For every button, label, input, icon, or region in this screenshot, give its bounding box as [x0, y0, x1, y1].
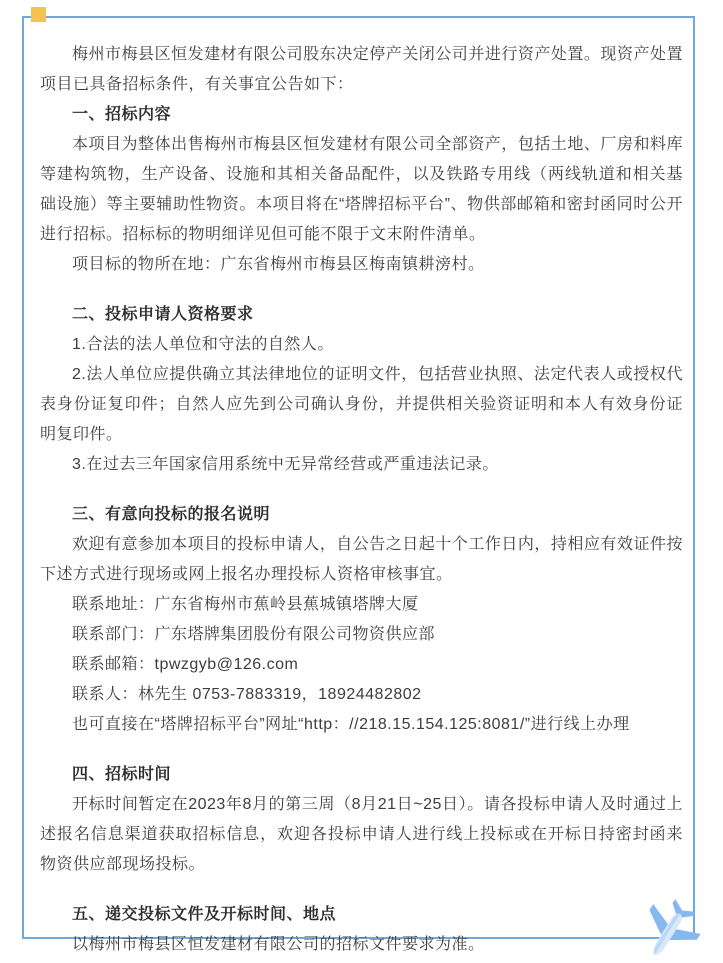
paragraph: 本项目为整体出售梅州市梅县区恒发建材有限公司全部资产，包括土地、厂房和料库等建构筑物，生产设备、设施和其相关备品配件，以及铁路专用线（两线轨道和相关基础设施）等主要辅助性物资。本项目将在“塔牌招标平台”、物供部邮箱和密封函同时公开进行招标。招标标的物明细详见但可能不限于文末附件清单。	[40, 136, 683, 243]
intro-paragraph: 梅州市梅县区恒发建材有限公司股东决定停产关闭公司并进行资产处置。现资产处置项目已具备招标条件，有关事宜公告如下：	[40, 46, 683, 93]
section-heading-tender-time: 四、招标时间	[72, 766, 172, 783]
section-heading-bidder-qualification: 二、投标申请人资格要求	[72, 306, 254, 323]
contact-address-line: 联系地址：广东省梅州市蕉岭县蕉城镇塔牌大厦	[72, 596, 419, 613]
paragraph-tender-time: 开标时间暂定在2023年8月的第三周（8月21日~25日）。请各投标申请人及时通过上述报名信息渠道获取招标信息，欢迎各投标申请人进行线上投标或在开标日持密封函来物资供应部现场投标。	[40, 796, 683, 873]
qualification-item-2: 2.法人单位应提供确立其法律地位的证明文件，包括营业执照、法定代表人或授权代表身份证复印件；自然人应先到公司确认身份，并提供相关验资证明和本人有效身份证明复印件。	[40, 366, 683, 443]
qualification-item-3: 3.在过去三年国家信用系统中无异常经营或严重违法记录。	[72, 456, 499, 473]
section-heading-tender-content: 一、招标内容	[72, 106, 172, 123]
contact-email-line: 联系邮箱：tpwzgyb@126.com	[72, 656, 299, 673]
yellow-square-marker-icon	[31, 7, 46, 22]
announcement-body	[40, 40, 683, 960]
paragraph-submission-rule: 以梅州市梅县区恒发建材有限公司的招标文件要求为准。	[72, 936, 485, 953]
paragraph-asset-location: 项目标的物所在地：广东省梅州市梅县区梅南镇耕滂村。	[72, 256, 485, 273]
section-heading-submission-time-place: 五、递交投标文件及开标时间、地点	[72, 906, 337, 923]
qualification-item-1: 1.合法的法人单位和守法的自然人。	[72, 336, 334, 353]
airplane-icon	[638, 898, 702, 962]
paragraph: 欢迎有意参加本项目的投标申请人，自公告之日起十个工作日内，持相应有效证件按下述方式进行现场或网上报名办理投标人资格审核事宜。	[40, 536, 683, 583]
online-platform-url-line: 也可直接在“塔牌招标平台”网址“http：//218.15.154.125:8081/”进行线上办理	[72, 716, 630, 733]
contact-person-line: 联系人：林先生 0753-7883319，18924482802	[72, 686, 422, 703]
contact-department-line: 联系部门：广东塔牌集团股份有限公司物资供应部	[72, 626, 436, 643]
section-heading-registration-instructions: 三、有意向投标的报名说明	[72, 506, 271, 523]
